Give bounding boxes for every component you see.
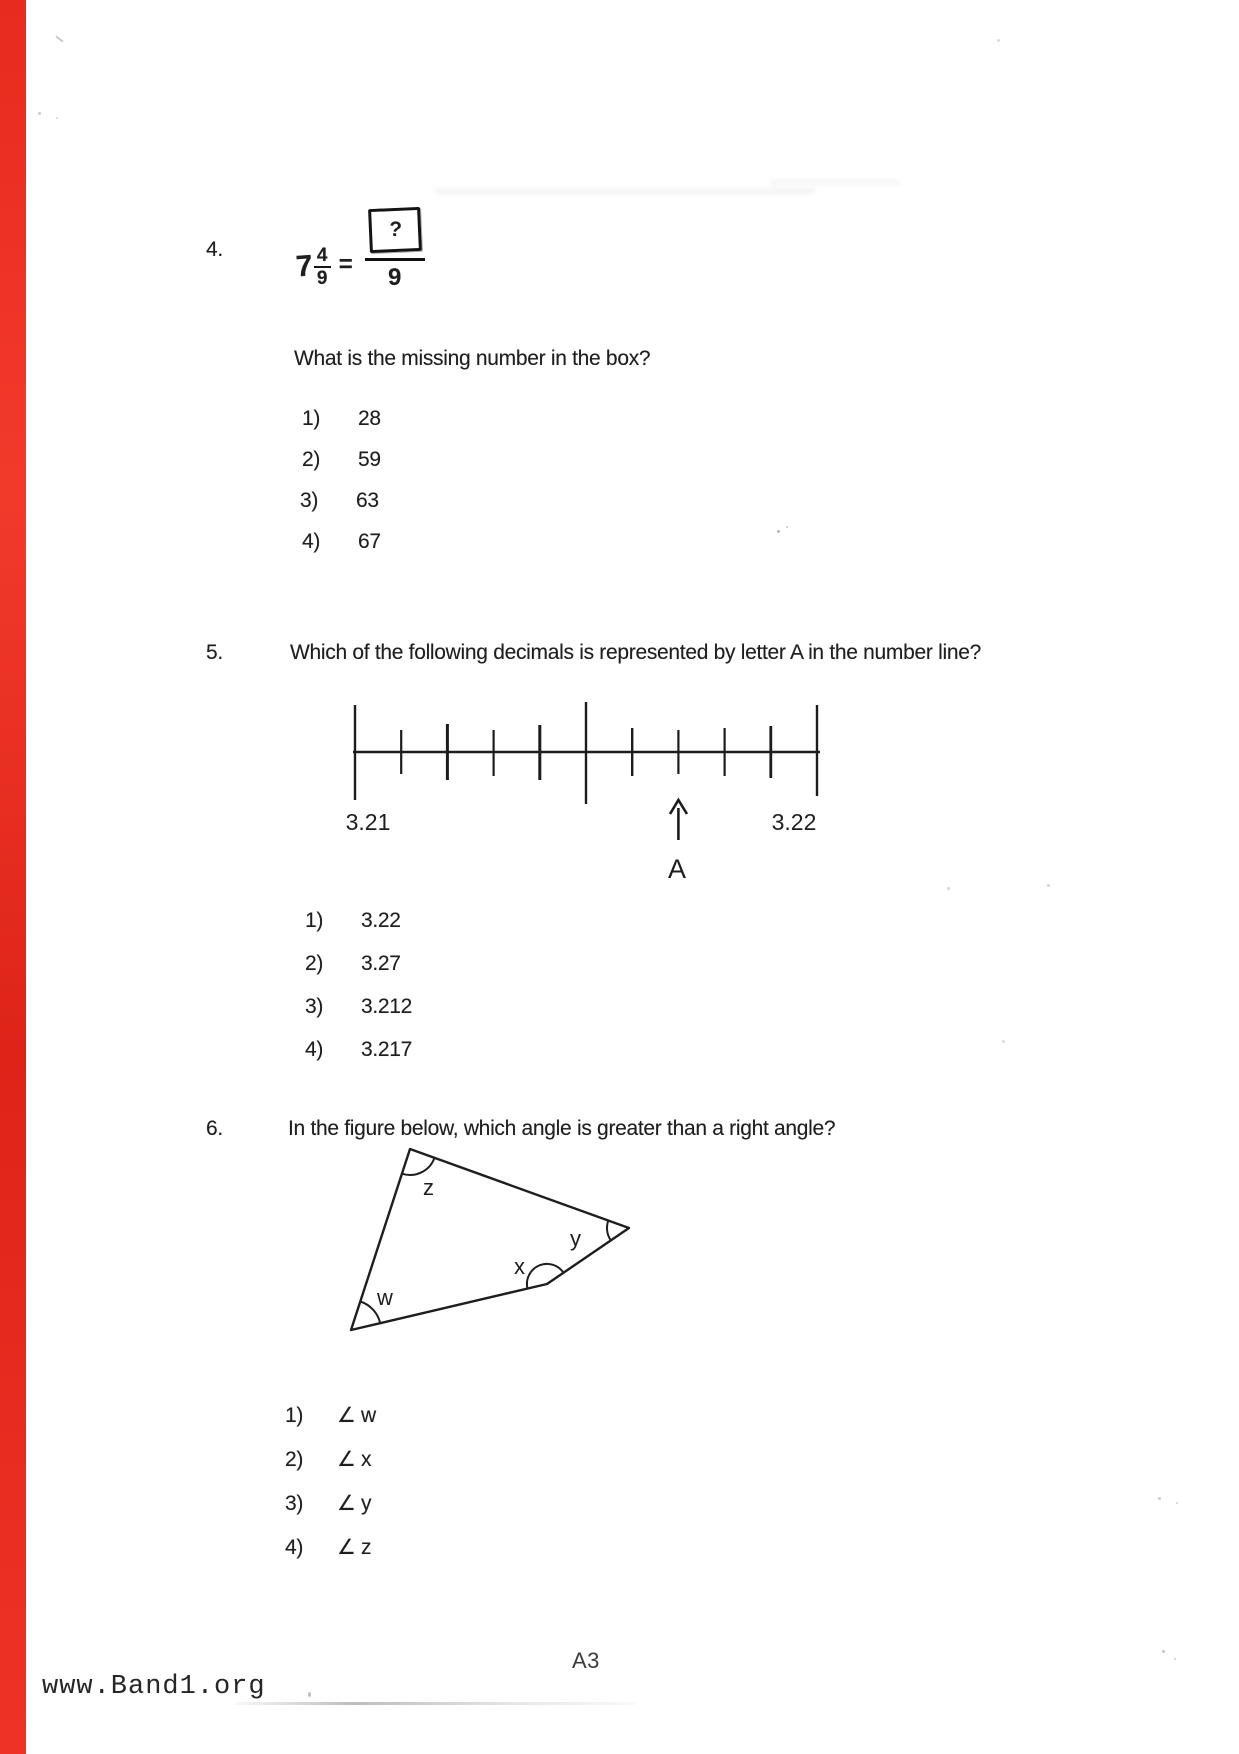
scan-speck [56,117,58,119]
question-5-option-4 [305,1037,412,1063]
question-6-number: 6. [206,1117,223,1140]
option-label: 2) [285,1448,304,1471]
option-label: 4) [302,530,321,553]
scan-smudge [435,188,815,194]
question-6-prompt: In the figure below, which angle is greater than a right angle? [288,1117,836,1140]
option-label: 1) [305,909,324,932]
rhs-fraction [365,208,425,292]
scan-speck [1047,884,1050,887]
option-value: ∠ w [337,1404,376,1427]
number-line-start-label: 3.21 [345,809,391,835]
option-label: 2) [305,952,324,975]
question-5-option-1 [305,908,401,934]
pointer-arrow [670,800,687,840]
option-value: ∠ x [337,1448,372,1471]
option-label: 4) [305,1038,324,1061]
option-label: 1) [302,407,321,430]
question-5-prompt: Which of the following decimals is represented by letter A in the number line? [290,641,981,664]
scan-speck [1002,1040,1005,1043]
quadrilateral-figure [320,1135,690,1365]
option-value: 59 [358,448,381,471]
option-value: 3.217 [361,1038,413,1061]
option-value: 3.27 [361,952,401,975]
number-line-figure [330,690,870,890]
question-5-number: 5. [206,641,223,664]
fraction-bar [365,258,425,261]
mixed-number-denominator: 9 [316,268,328,290]
scan-speck [1158,1497,1161,1500]
question-4-prompt: What is the missing number in the box? [294,347,651,370]
scan-speck [38,112,41,115]
scan-speck [1174,1658,1176,1660]
answer-box [368,207,422,253]
mixed-number-numerator: 4 [316,245,328,266]
red-edge-stripe [0,0,26,1754]
rhs-denominator: 9 [388,264,402,292]
scan-speck [308,1692,311,1697]
question-4-option-4 [302,529,381,555]
option-value: ∠ y [337,1492,372,1515]
option-label: 3) [300,489,319,512]
question-6-option-4 [285,1535,371,1561]
question-4-option-2 [302,447,381,473]
option-label: 4) [285,1536,304,1559]
question-5-option-2 [305,951,401,977]
question-6-option-1 [285,1403,376,1429]
pointer-label: A [667,854,687,884]
scan-speck [1176,1502,1178,1504]
scan-smudge [770,180,900,185]
equals-sign: = [338,251,353,279]
watermark: www.Band1.org [42,1672,266,1702]
scan-speck [947,887,950,890]
number-line-end-label: 3.22 [771,809,817,835]
mixed-number [296,246,331,288]
angle-label-y: y [570,1226,581,1251]
question-6-option-3 [285,1491,371,1517]
question-5-option-3 [305,994,412,1020]
option-label: 2) [302,448,321,471]
option-label: 3) [285,1492,304,1515]
scan-streak [235,1702,635,1705]
angle-arc-y [607,1221,611,1241]
angle-label-z: z [423,1175,434,1200]
option-value: 63 [356,489,379,512]
question-4-option-3 [300,488,379,514]
scan-speck [777,530,780,533]
answer-box-question-mark: ? [387,217,402,242]
question-4-equation [296,208,425,292]
question-4-number: 4. [206,238,223,261]
question-6-option-2 [285,1447,371,1473]
page-number: A3 [572,1648,600,1673]
option-label: 1) [285,1404,304,1427]
option-label: 3) [305,995,324,1018]
angle-label-w: w [377,1285,393,1310]
option-value: 28 [358,407,381,430]
scan-speck [997,39,1000,42]
option-value: 3.212 [361,995,413,1018]
angle-label-x: x [514,1254,525,1279]
scan-speck [786,526,788,528]
scan-speck [1162,1650,1165,1653]
option-value: 67 [358,530,381,553]
option-value: ∠ z [337,1536,372,1559]
scan-speck [55,35,63,42]
question-4-option-1 [302,406,381,432]
mixed-number-whole: 7 [294,249,314,284]
option-value: 3.22 [361,909,401,932]
